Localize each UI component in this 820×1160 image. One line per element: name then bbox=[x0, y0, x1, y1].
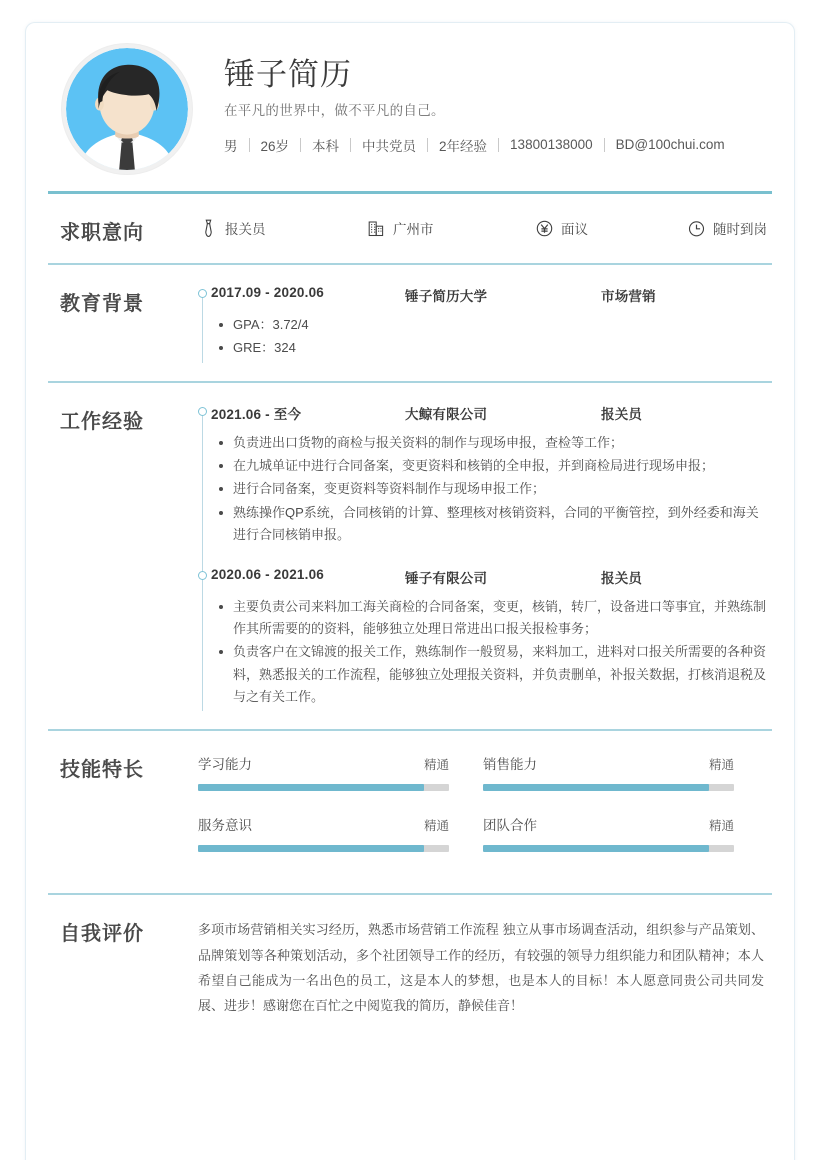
section-education bbox=[40, 265, 780, 381]
meta-separator bbox=[604, 138, 605, 152]
resume-header bbox=[40, 23, 780, 191]
intention-item-salary bbox=[534, 218, 686, 238]
intention-position-label: 报关员 bbox=[225, 222, 266, 237]
intention-salary-label: 面议 bbox=[561, 222, 588, 237]
intention-availability-label: 随时到岗 bbox=[713, 222, 767, 237]
list-item: 熟练操作QP系统，合同核销的计算、整理核对核销资料，合同的平衡管控，到外经委和海关进行合同核销申报。 bbox=[211, 502, 768, 547]
tie-icon bbox=[198, 218, 218, 238]
experience-bullets bbox=[211, 596, 768, 709]
skill-progress-track bbox=[198, 784, 449, 791]
meta-item: 2年经验 bbox=[439, 138, 488, 154]
skill-level: 精通 bbox=[423, 819, 449, 834]
experience-role: 报关员 bbox=[601, 406, 643, 422]
list-item: 负责进出口货物的商检与报关资料的制作与现场申报，查检等工作； bbox=[211, 432, 768, 454]
meta-item: 26岁 bbox=[260, 138, 290, 154]
page-tail-space bbox=[40, 1037, 780, 1157]
experience-bullets bbox=[211, 432, 768, 547]
skill-item bbox=[483, 753, 768, 791]
skill-level: 精通 bbox=[708, 819, 734, 834]
meta-item: 男 bbox=[224, 138, 238, 154]
list-item: 负责客户在文锦渡的报关工作，熟练制作一般贸易，来料加工，进料对口报关所需要的各种资料，熟悉报关的工作流程，能够独立处理报关资料，并负责删单，补报关数据，打核消退税及与之有关工作。 bbox=[211, 641, 768, 708]
skill-progress-track bbox=[483, 845, 734, 852]
list-item: 主要负责公司来料加工海关商检的合同备案，变更，核销，转厂，设备进口等事宜，并熟练制作其所需要的的资料，能够独立处理日常进出口报关报检事务； bbox=[211, 596, 768, 641]
skill-level: 精通 bbox=[423, 758, 449, 773]
meta-separator bbox=[300, 138, 301, 152]
list-item: GPA：3.72/4 bbox=[211, 314, 768, 336]
education-period: 2017.09 - 2020.06 bbox=[211, 285, 324, 300]
skill-progress-fill bbox=[198, 845, 424, 852]
education-entry bbox=[211, 285, 768, 363]
section-experience bbox=[40, 383, 780, 730]
skill-name: 销售能力 bbox=[483, 757, 537, 773]
experience-role: 报关员 bbox=[601, 570, 643, 586]
experience-company: 大鲸有限公司 bbox=[405, 406, 488, 422]
education-school: 锤子简历大学 bbox=[405, 289, 488, 304]
education-major: 市场营销 bbox=[601, 289, 656, 304]
meta-info-row bbox=[224, 135, 725, 155]
section-title-summary: 自我评价 bbox=[60, 923, 144, 946]
avatar-male-suit-icon bbox=[66, 47, 188, 171]
experience-entry-head bbox=[211, 403, 768, 423]
intention-item-position bbox=[198, 218, 366, 238]
skill-progress-fill bbox=[198, 784, 424, 791]
experience-entry-head bbox=[211, 567, 768, 587]
skill-level: 精通 bbox=[708, 758, 734, 773]
intention-item-city bbox=[366, 218, 534, 238]
header-text-block bbox=[192, 57, 725, 161]
meta-item: 本科 bbox=[312, 138, 340, 154]
list-item: GRE：324 bbox=[211, 337, 768, 359]
intention-city-label: 广州市 bbox=[393, 222, 434, 237]
skill-name: 团队合作 bbox=[483, 818, 537, 834]
meta-separator bbox=[427, 138, 428, 152]
intention-items bbox=[198, 214, 768, 238]
spacer bbox=[211, 550, 768, 567]
experience-timeline bbox=[198, 403, 768, 712]
intention-item-availability bbox=[686, 218, 767, 238]
meta-separator bbox=[249, 138, 250, 152]
clock-icon bbox=[686, 218, 706, 238]
skill-progress-track bbox=[198, 845, 449, 852]
section-title-intention: 求职意向 bbox=[60, 222, 144, 244]
list-item: 进行合同备案，变更资料等资料制作与现场申报工作； bbox=[211, 478, 768, 500]
section-self-evaluation bbox=[40, 895, 780, 1036]
avatar bbox=[62, 44, 192, 174]
section-skills bbox=[40, 731, 780, 893]
resume-card bbox=[25, 22, 795, 1160]
experience-period: 2021.06 - 至今 bbox=[211, 406, 302, 422]
education-bullets bbox=[211, 314, 768, 360]
summary-text: 多项市场营销相关实习经历，熟悉市场营销工作流程 独立从事市场调查活动，组织参与产品策划、品牌策划等各种策划活动，多个社团领导工作的经历，有较强的领导力组织能力和团队精神；本人希望自己能成为一名出色的员工，这是本人的梦想，也是本人的目标！本人愿意同贵公司共同发展、进步！感谢您在百忙之中阅览我的简历，静候佳音！ bbox=[198, 922, 764, 1014]
skill-name: 服务意识 bbox=[198, 818, 252, 834]
education-entry-head bbox=[211, 285, 768, 305]
meta-item: BD@100chui.com bbox=[615, 137, 725, 153]
meta-separator bbox=[498, 138, 499, 152]
building-icon bbox=[366, 218, 386, 238]
experience-period: 2020.06 - 2021.06 bbox=[211, 566, 324, 582]
experience-entry bbox=[211, 567, 768, 712]
skills-grid bbox=[198, 751, 768, 875]
skill-item bbox=[198, 814, 483, 852]
section-title-skills: 技能特长 bbox=[60, 759, 144, 782]
section-title-education: 教育背景 bbox=[60, 293, 144, 315]
experience-company: 锤子有限公司 bbox=[405, 570, 488, 586]
yen-circle-icon bbox=[534, 218, 554, 238]
section-title-experience: 工作经验 bbox=[60, 410, 144, 433]
section-job-intention bbox=[40, 194, 780, 263]
meta-separator bbox=[350, 138, 351, 152]
skill-progress-track bbox=[483, 784, 734, 791]
skill-name: 学习能力 bbox=[198, 757, 252, 773]
education-timeline bbox=[198, 285, 768, 363]
experience-entry bbox=[211, 403, 768, 550]
skill-item bbox=[483, 814, 768, 852]
skill-progress-fill bbox=[483, 784, 709, 791]
page-title: 锤子简历 bbox=[224, 57, 352, 93]
slogan: 在平凡的世界中，做不平凡的自己。 bbox=[224, 102, 445, 118]
skill-progress-fill bbox=[483, 845, 709, 852]
list-item: 在九城单证中进行合同备案，变更资料和核销的全申报，并到商检局进行现场申报； bbox=[211, 455, 768, 477]
meta-item: 中共党员 bbox=[362, 138, 417, 154]
meta-item: 13800138000 bbox=[510, 137, 593, 153]
skill-item bbox=[198, 753, 483, 791]
